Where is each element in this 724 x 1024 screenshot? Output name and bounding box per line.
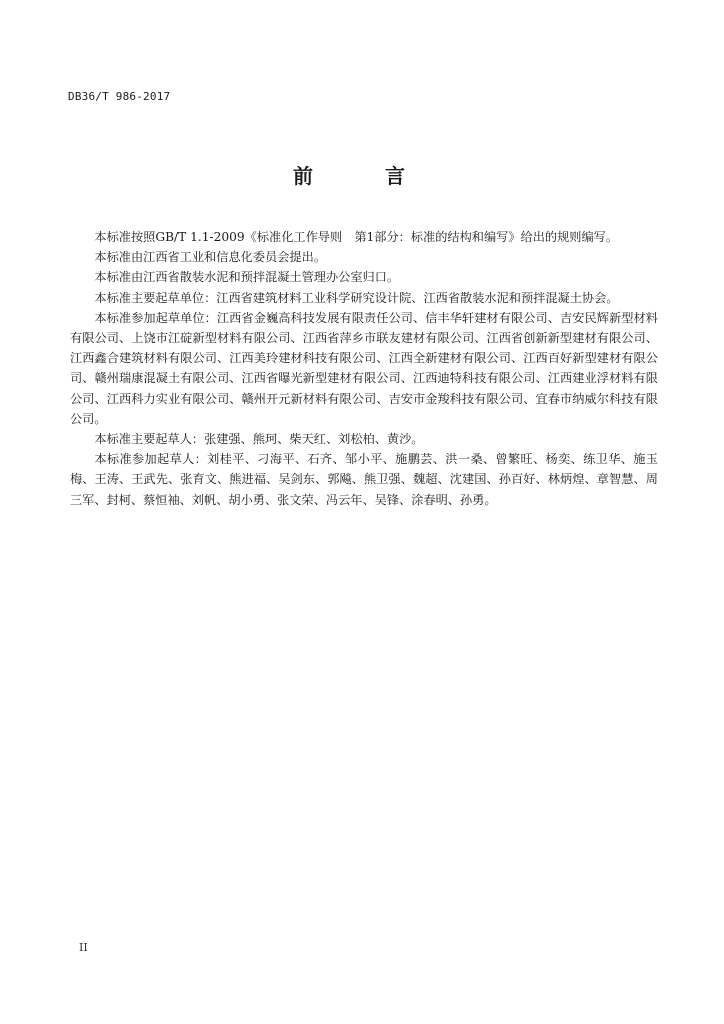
paragraph-participating-units: 本标准参加起草单位：江西省金巍高科技发展有限责任公司、信丰华轩建材有限公司、吉安民辉新型材料有限公司、上饶市江碇新型材料有限公司、江西省萍乡市联友建材有限公司、江西省创新新型建材有限公司、江西鑫合建筑材料有限公司、江西美玲建材科技有限公司、江西全新建材有限公司、江西百好新型建材有限公司、赣州瑞康混凝土有限公司、江西省曝光新型建材有限公司、江西迪特科技有限公司、江西建业浮材料有限公司、江西科力实业有限公司、赣州开元新材料有限公司、吉安市金羧科技有限公司、宜春市纳威尔科技有限公司。 — [70, 310, 658, 426]
page-title: 前 言 — [293, 164, 431, 188]
foreword-body — [70, 227, 658, 510]
paragraph-main-drafting-units: 本标准主要起草单位：江西省建筑材料工业科学研究设计院、江西省散装水泥和预拌混凝土协会。 — [94, 290, 619, 305]
page-number: II — [79, 941, 88, 954]
paragraph-drafting-rules: 本标准按照GB/T 1.1-2009《标准化工作导则 第1部分：标准的结构和编写》给出的规则编写。 — [94, 230, 619, 244]
standard-code-header: DB36/T 986-2017 — [68, 90, 171, 103]
paragraph-participating-drafters: 本标准参加起草人：刘桂平、刁海平、石齐、邹小平、施鹏芸、洪一桑、曾繁旺、杨奕、练卫华、施玉梅、王涛、王武先、张育文、熊进福、吴剑东、郭飚、熊卫强、魏超、沈建国、孙百好、林炳煌、章智慧、周三军、封柯、蔡恒袖、刘帆、胡小勇、张文荣、冯云年、吴锋、涂春明、孙勇。 — [70, 452, 658, 507]
paragraph-main-drafters: 本标准主要起草人：张建强、熊珂、柴天红、刘松柏、黄沙。 — [94, 432, 424, 447]
paragraph-proposer: 本标准由江西省工业和信息化委员会提出。 — [94, 250, 326, 265]
paragraph-administrator: 本标准由江西省散装水泥和预拌混凝土管理办公室归口。 — [94, 270, 400, 285]
